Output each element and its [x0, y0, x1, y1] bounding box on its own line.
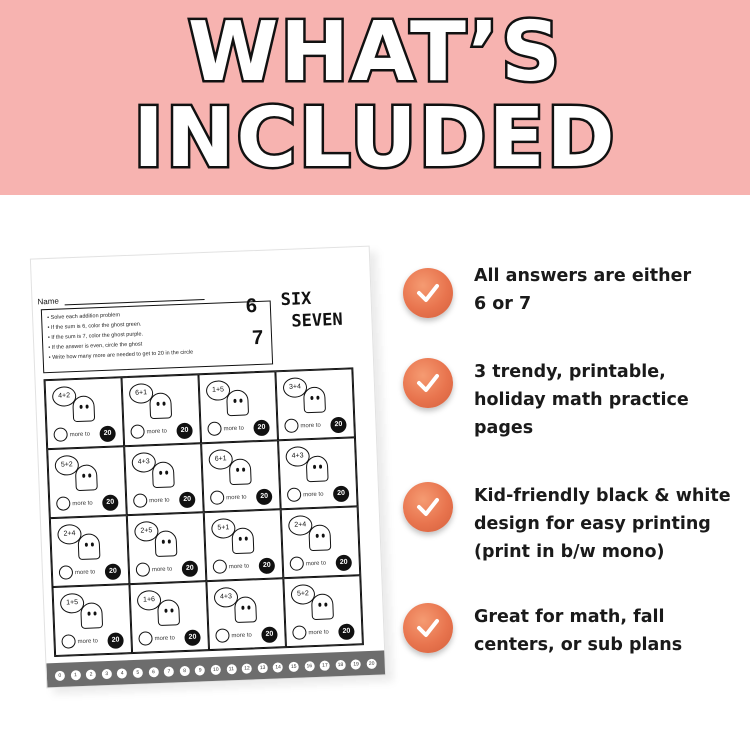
problem-bubble: 6+1 — [208, 449, 233, 470]
problem-bubble: 2+4 — [288, 515, 313, 536]
answer-circle — [292, 625, 307, 640]
answer-circle — [213, 559, 228, 574]
number-line-dot: 16 — [304, 661, 314, 671]
more-to-label: more to — [231, 632, 252, 640]
feature-text — [474, 603, 682, 659]
target-badge: 20 — [99, 426, 116, 443]
number-line-dot: 12 — [242, 663, 252, 673]
target-badge: 20 — [333, 486, 350, 503]
number-line-dot: 20 — [366, 659, 376, 669]
number-line-dot: 7 — [164, 666, 174, 676]
number-line-dot: 3 — [101, 669, 111, 679]
instructions-box — [41, 300, 273, 373]
problem-cell — [124, 443, 204, 515]
target-badge: 20 — [179, 492, 196, 509]
problem-bubble: 3+4 — [283, 377, 308, 398]
answer-circle — [284, 419, 299, 434]
problem-cell — [129, 581, 209, 653]
problem-bubble: 6+1 — [129, 383, 154, 404]
more-to-label: more to — [300, 422, 321, 430]
word-six: SIX — [280, 288, 312, 311]
problem-cell — [50, 515, 130, 587]
more-to-label: more to — [69, 431, 91, 439]
ghost-icon — [234, 596, 257, 623]
answer-circle — [290, 556, 305, 571]
number-line-dot: 1 — [70, 670, 80, 680]
number-line-dot: 10 — [211, 665, 221, 675]
answer-circle — [215, 628, 230, 643]
answer-circle — [130, 424, 145, 439]
problem-cell — [281, 506, 361, 578]
more-to-label: more to — [72, 500, 93, 508]
target-badge: 20 — [338, 624, 355, 641]
more-to-label: more to — [146, 428, 168, 436]
number-line-dot: 15 — [289, 662, 299, 672]
ghost-icon — [149, 392, 172, 419]
problem-bubble: 2+4 — [57, 524, 82, 545]
answer-circle — [133, 493, 148, 508]
number-line-dot: 4 — [117, 668, 127, 678]
more-to-label: more to — [228, 563, 250, 571]
ghost-icon — [308, 524, 331, 551]
target-badge: 20 — [184, 629, 201, 646]
number-line-dot: 11 — [226, 664, 236, 674]
number-line-dot: 9 — [195, 665, 205, 675]
problem-bubble: 1+6 — [137, 590, 162, 611]
ghost-icon — [226, 389, 249, 416]
ghost-icon — [311, 593, 334, 620]
target-badge: 20 — [256, 489, 273, 506]
answer-circle — [56, 496, 71, 511]
instruction: • Solve each addition problem — [47, 305, 265, 323]
problem-bubble: 4+2 — [52, 386, 77, 407]
problem-bubble: 4+3 — [285, 446, 310, 467]
problem-bubble: 1+5 — [60, 593, 85, 614]
feature-line: All answers are either — [474, 266, 692, 286]
problem-bubble: 5+2 — [291, 584, 316, 605]
problem-cell — [278, 437, 358, 509]
number-line-dot: 0 — [55, 671, 65, 681]
problem-bubble: 5+1 — [211, 518, 236, 539]
problem-bubble: 4+3 — [214, 587, 239, 608]
instruction: • If the sum is 7, color the ghost purple. — [48, 325, 266, 343]
feature-line: 3 trendy, printable, — [474, 362, 666, 382]
ghost-icon — [77, 533, 100, 560]
more-to-label: more to — [77, 638, 99, 646]
target-badge: 20 — [259, 558, 276, 575]
target-badge: 20 — [176, 423, 193, 440]
check-icon — [403, 603, 453, 653]
answer-circle — [136, 562, 151, 577]
ghost-icon — [72, 395, 95, 422]
number-line-dot: 17 — [320, 660, 330, 670]
more-to-label: more to — [226, 494, 247, 502]
answer-circle — [59, 565, 74, 580]
check-icon — [403, 268, 453, 318]
number-line-dot: 13 — [257, 663, 267, 673]
worksheet-preview — [30, 246, 386, 689]
number-line-dot: 14 — [273, 662, 283, 672]
more-to-label: more to — [303, 491, 324, 499]
answer-circle — [207, 421, 222, 436]
check-icon — [403, 482, 453, 532]
answer-circle — [61, 634, 76, 649]
problem-cell — [283, 575, 363, 647]
problem-cell — [121, 374, 201, 446]
ghost-icon — [306, 455, 329, 482]
problem-bubble: 1+5 — [206, 380, 231, 401]
title-line-2: INCLUDED — [133, 91, 617, 186]
problem-cell — [198, 371, 278, 443]
word-seven: SEVEN — [291, 309, 344, 332]
feature-line: centers, or sub plans — [474, 635, 683, 655]
number-line-dot: 2 — [86, 669, 96, 679]
more-to-label: more to — [308, 629, 329, 637]
title-line-1: WHAT’S — [187, 5, 563, 100]
more-to-label: more to — [154, 635, 176, 643]
feature-line: 6 or 7 — [474, 294, 532, 314]
feature-line: pages — [474, 418, 534, 438]
header-banner — [0, 0, 750, 195]
problem-grid — [44, 367, 364, 657]
target-badge: 20 — [335, 555, 352, 572]
number-line-dot: 18 — [335, 660, 345, 670]
feature-line: design for easy printing — [474, 514, 711, 534]
check-icon — [403, 358, 453, 408]
target-badge: 20 — [182, 560, 199, 577]
problem-cell — [47, 446, 127, 518]
problem-bubble: 5+2 — [54, 455, 79, 476]
more-to-label: more to — [305, 560, 327, 568]
feature-text — [474, 262, 691, 318]
name-label: Name — [37, 296, 60, 307]
problem-cell — [127, 512, 207, 584]
ghost-icon — [303, 386, 326, 413]
number-line-dot: 5 — [133, 668, 143, 678]
problem-cell — [204, 509, 284, 581]
key-number-six: 6 — [245, 295, 258, 318]
feature-line: Kid-friendly black & white — [474, 486, 731, 506]
target-badge: 20 — [330, 417, 347, 434]
more-to-label: more to — [151, 566, 173, 574]
target-badge: 20 — [105, 563, 122, 580]
answer-circle — [138, 631, 153, 646]
number-line-dot: 19 — [351, 659, 361, 669]
answer-circle — [210, 490, 225, 505]
more-to-label: more to — [74, 569, 96, 577]
ghost-icon — [75, 464, 98, 491]
target-badge: 20 — [253, 420, 270, 437]
answer-circle — [287, 487, 302, 502]
key-number-seven: 7 — [251, 326, 264, 350]
target-badge: 20 — [261, 626, 278, 643]
feature-text — [474, 358, 689, 442]
problem-cell — [52, 584, 132, 656]
number-line-dot: 6 — [148, 667, 158, 677]
more-to-label: more to — [149, 497, 170, 505]
ghost-icon — [229, 458, 252, 485]
target-badge: 20 — [102, 494, 119, 511]
feature-text — [474, 482, 731, 566]
number-line-dot: 8 — [179, 666, 189, 676]
answer-circle — [53, 427, 68, 442]
problem-bubble: 2+5 — [134, 521, 159, 542]
problem-cell — [45, 377, 125, 449]
problem-cell — [201, 440, 281, 512]
feature-line: (print in b/w mono) — [474, 542, 665, 562]
problem-cell — [206, 578, 286, 650]
ghost-icon — [231, 527, 254, 554]
more-to-label: more to — [223, 425, 245, 433]
feature-line: Great for math, fall — [474, 607, 665, 627]
target-badge: 20 — [107, 632, 124, 649]
ghost-icon — [157, 599, 180, 626]
problem-cell — [275, 368, 355, 440]
ghost-icon — [152, 461, 175, 488]
ghost-icon — [154, 530, 177, 557]
ghost-icon — [80, 602, 103, 629]
problem-bubble: 4+3 — [131, 452, 156, 473]
instruction: • If the sum is 6, color the ghost green. — [47, 315, 265, 333]
instruction: • Write how many more are needed to get to 20 in the circle — [49, 345, 267, 363]
instruction: • If the answer is even, circle the ghost — [48, 335, 266, 353]
feature-line: holiday math practice — [474, 390, 689, 410]
